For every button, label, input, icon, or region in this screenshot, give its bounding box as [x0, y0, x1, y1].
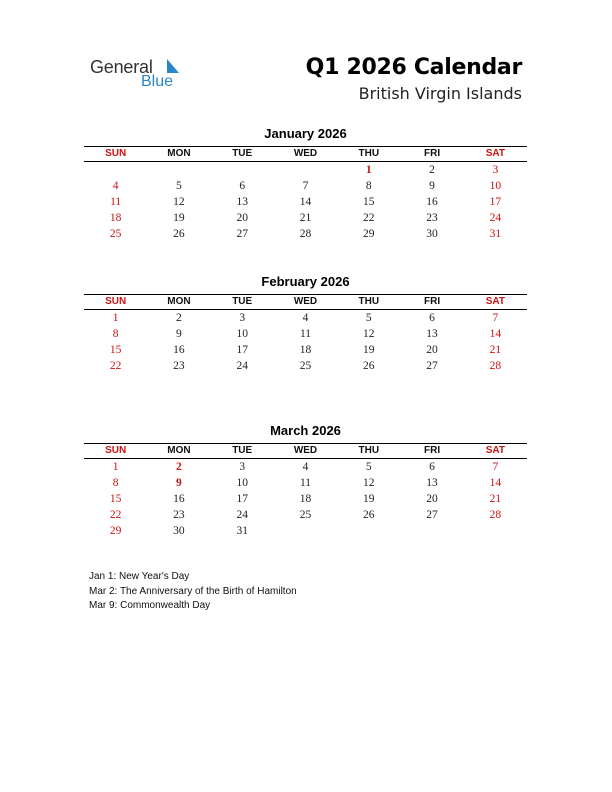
day-cell: 18	[109, 212, 122, 224]
week-row	[84, 491, 527, 507]
day-cell: 1	[112, 312, 119, 324]
day-cell: 7	[492, 461, 499, 473]
empty-day-cell	[274, 523, 337, 539]
logo-triangle-icon	[167, 59, 179, 73]
month-january	[84, 125, 527, 242]
day-cell: 19	[363, 344, 375, 356]
day-cell: 14	[299, 196, 312, 208]
day-cell: 31	[236, 525, 248, 537]
day-cell: 11	[110, 196, 122, 208]
day-cell: 19	[363, 493, 375, 505]
day-cell: 4	[302, 461, 309, 473]
day-cell: 26	[363, 360, 375, 372]
weekday-header: FRI	[423, 296, 441, 307]
month-february	[84, 273, 527, 374]
day-cell: 7	[302, 180, 309, 192]
day-cell: 15	[109, 493, 122, 505]
day-cell: 8	[365, 180, 372, 192]
weekday-header: THU	[358, 148, 380, 159]
week-row	[84, 178, 527, 194]
weekday-header: TUE	[232, 445, 253, 456]
empty-day-cell	[337, 523, 400, 539]
day-cell: 21	[299, 212, 312, 224]
day-cell: 26	[173, 228, 185, 240]
day-cell: 1	[112, 461, 119, 473]
day-cell: 2	[176, 312, 182, 324]
weekday-header: TUE	[232, 296, 253, 307]
day-cell: 3	[239, 461, 246, 473]
empty-day-cell	[147, 162, 210, 178]
day-cell: 29	[109, 525, 122, 537]
day-cell: 9	[176, 328, 182, 340]
day-cell: 24	[489, 212, 502, 224]
day-cell: 21	[489, 493, 502, 505]
day-cell: 16	[173, 344, 185, 356]
empty-day-cell	[84, 162, 147, 178]
day-cell: 10	[489, 180, 502, 192]
empty-day-cell	[400, 523, 463, 539]
weekday-header: SAT	[485, 148, 505, 159]
weekday-header-row	[84, 443, 527, 459]
weekday-header: SAT	[485, 296, 505, 307]
weekday-header: TUE	[232, 148, 253, 159]
logo-word-general: General	[90, 57, 153, 77]
empty-day-cell	[464, 523, 527, 539]
day-cell: 27	[426, 360, 438, 372]
day-cell: 14	[489, 477, 502, 489]
day-cell: 10	[236, 477, 248, 489]
day-cell: 2	[429, 164, 435, 176]
day-cell: 20	[426, 344, 438, 356]
day-cell: 20	[426, 493, 438, 505]
weekday-header: THU	[358, 445, 380, 456]
holiday-note: Mar 2: The Anniversary of the Birth of Hamilton	[89, 585, 297, 597]
weekday-header: FRI	[423, 148, 441, 159]
day-cell: 4	[112, 180, 119, 192]
day-cell: 30	[173, 525, 185, 537]
day-cell: 16	[426, 196, 438, 208]
day-cell: 8	[112, 477, 119, 489]
day-cell: 23	[173, 509, 185, 521]
day-cell: 5	[176, 180, 182, 192]
day-cell: 10	[236, 328, 248, 340]
day-cell: 25	[109, 228, 122, 240]
day-cell: 9	[429, 180, 435, 192]
day-cell: 17	[489, 196, 502, 208]
day-cell: 4	[302, 312, 309, 324]
day-cell: 24	[236, 509, 248, 521]
day-cell: 12	[173, 196, 185, 208]
day-cell: 22	[109, 509, 122, 521]
day-cell: 29	[363, 228, 375, 240]
week-row	[84, 210, 527, 226]
day-cell: 16	[173, 493, 185, 505]
day-cell: 25	[299, 509, 312, 521]
day-cell: 22	[109, 360, 122, 372]
week-row	[84, 475, 527, 491]
day-cell: 11	[299, 477, 312, 489]
day-cell: 11	[299, 328, 312, 340]
country-subtitle: British Virgin Islands	[358, 84, 522, 103]
week-row	[84, 310, 527, 326]
weekday-header: SAT	[485, 445, 505, 456]
day-cell: 31	[489, 228, 502, 240]
holiday-notes	[89, 570, 297, 614]
empty-day-cell	[211, 162, 274, 178]
day-cell: 22	[363, 212, 375, 224]
month-title: February 2026	[261, 274, 350, 289]
day-cell: 27	[426, 509, 438, 521]
day-cell: 6	[429, 312, 435, 324]
weekday-header: MON	[167, 445, 191, 456]
day-cell: 13	[236, 196, 248, 208]
weekday-header: WED	[293, 445, 318, 456]
weekday-header: SUN	[105, 148, 127, 159]
weekday-header: SUN	[105, 296, 127, 307]
weekday-header: MON	[167, 296, 191, 307]
day-cell: 1	[365, 164, 372, 176]
day-cell: 17	[236, 493, 248, 505]
weekday-header: WED	[293, 296, 318, 307]
day-cell: 13	[426, 477, 438, 489]
day-cell: 25	[299, 360, 312, 372]
weekday-header: MON	[167, 148, 191, 159]
logo-word-blue: Blue	[141, 73, 174, 90]
day-cell: 28	[299, 228, 312, 240]
day-cell: 27	[236, 228, 248, 240]
day-cell: 5	[365, 312, 372, 324]
day-cell: 17	[236, 344, 248, 356]
day-cell: 24	[236, 360, 248, 372]
day-cell: 6	[429, 461, 435, 473]
day-cell: 21	[489, 344, 502, 356]
day-cell: 28	[489, 360, 502, 372]
weekday-header: WED	[293, 148, 318, 159]
week-row	[84, 226, 527, 242]
day-cell: 18	[299, 493, 312, 505]
day-cell: 12	[363, 477, 375, 489]
month-title: March 2026	[270, 423, 341, 438]
week-row	[84, 507, 527, 523]
week-row	[84, 459, 527, 475]
day-cell: 28	[489, 509, 502, 521]
weekday-header: THU	[358, 296, 380, 307]
weekday-header: FRI	[423, 445, 441, 456]
month-title: January 2026	[264, 126, 347, 141]
day-cell: 23	[426, 212, 438, 224]
day-cell: 30	[426, 228, 438, 240]
empty-day-cell	[274, 162, 337, 178]
day-cell: 15	[109, 344, 122, 356]
day-cell: 8	[112, 328, 119, 340]
holiday-note: Jan 1: New Year's Day	[89, 571, 190, 582]
day-cell: 9	[176, 477, 182, 489]
day-cell: 3	[239, 312, 246, 324]
weekday-header-row	[84, 294, 527, 310]
day-cell: 6	[239, 180, 246, 192]
day-cell: 7	[492, 312, 499, 324]
weekday-header-row	[84, 146, 527, 162]
weekday-header: SUN	[105, 445, 127, 456]
day-cell: 12	[363, 328, 375, 340]
day-cell: 5	[365, 461, 372, 473]
week-row	[84, 342, 527, 358]
week-row	[84, 523, 527, 539]
day-cell: 15	[363, 196, 375, 208]
day-cell: 20	[236, 212, 248, 224]
day-cell: 18	[299, 344, 312, 356]
day-cell: 19	[173, 212, 185, 224]
week-row	[84, 326, 527, 342]
page-title: Q1 2026 Calendar	[305, 55, 522, 80]
day-cell: 3	[492, 164, 499, 176]
day-cell: 23	[173, 360, 185, 372]
week-row	[84, 358, 527, 374]
week-row	[84, 194, 527, 210]
day-cell: 2	[176, 461, 182, 473]
day-cell: 13	[426, 328, 438, 340]
month-march	[84, 422, 527, 539]
holiday-note: Mar 9: Commonwealth Day	[89, 600, 211, 611]
generalblue-logo	[90, 57, 190, 93]
day-cell: 14	[489, 328, 502, 340]
day-cell: 26	[363, 509, 375, 521]
week-row	[84, 162, 527, 178]
